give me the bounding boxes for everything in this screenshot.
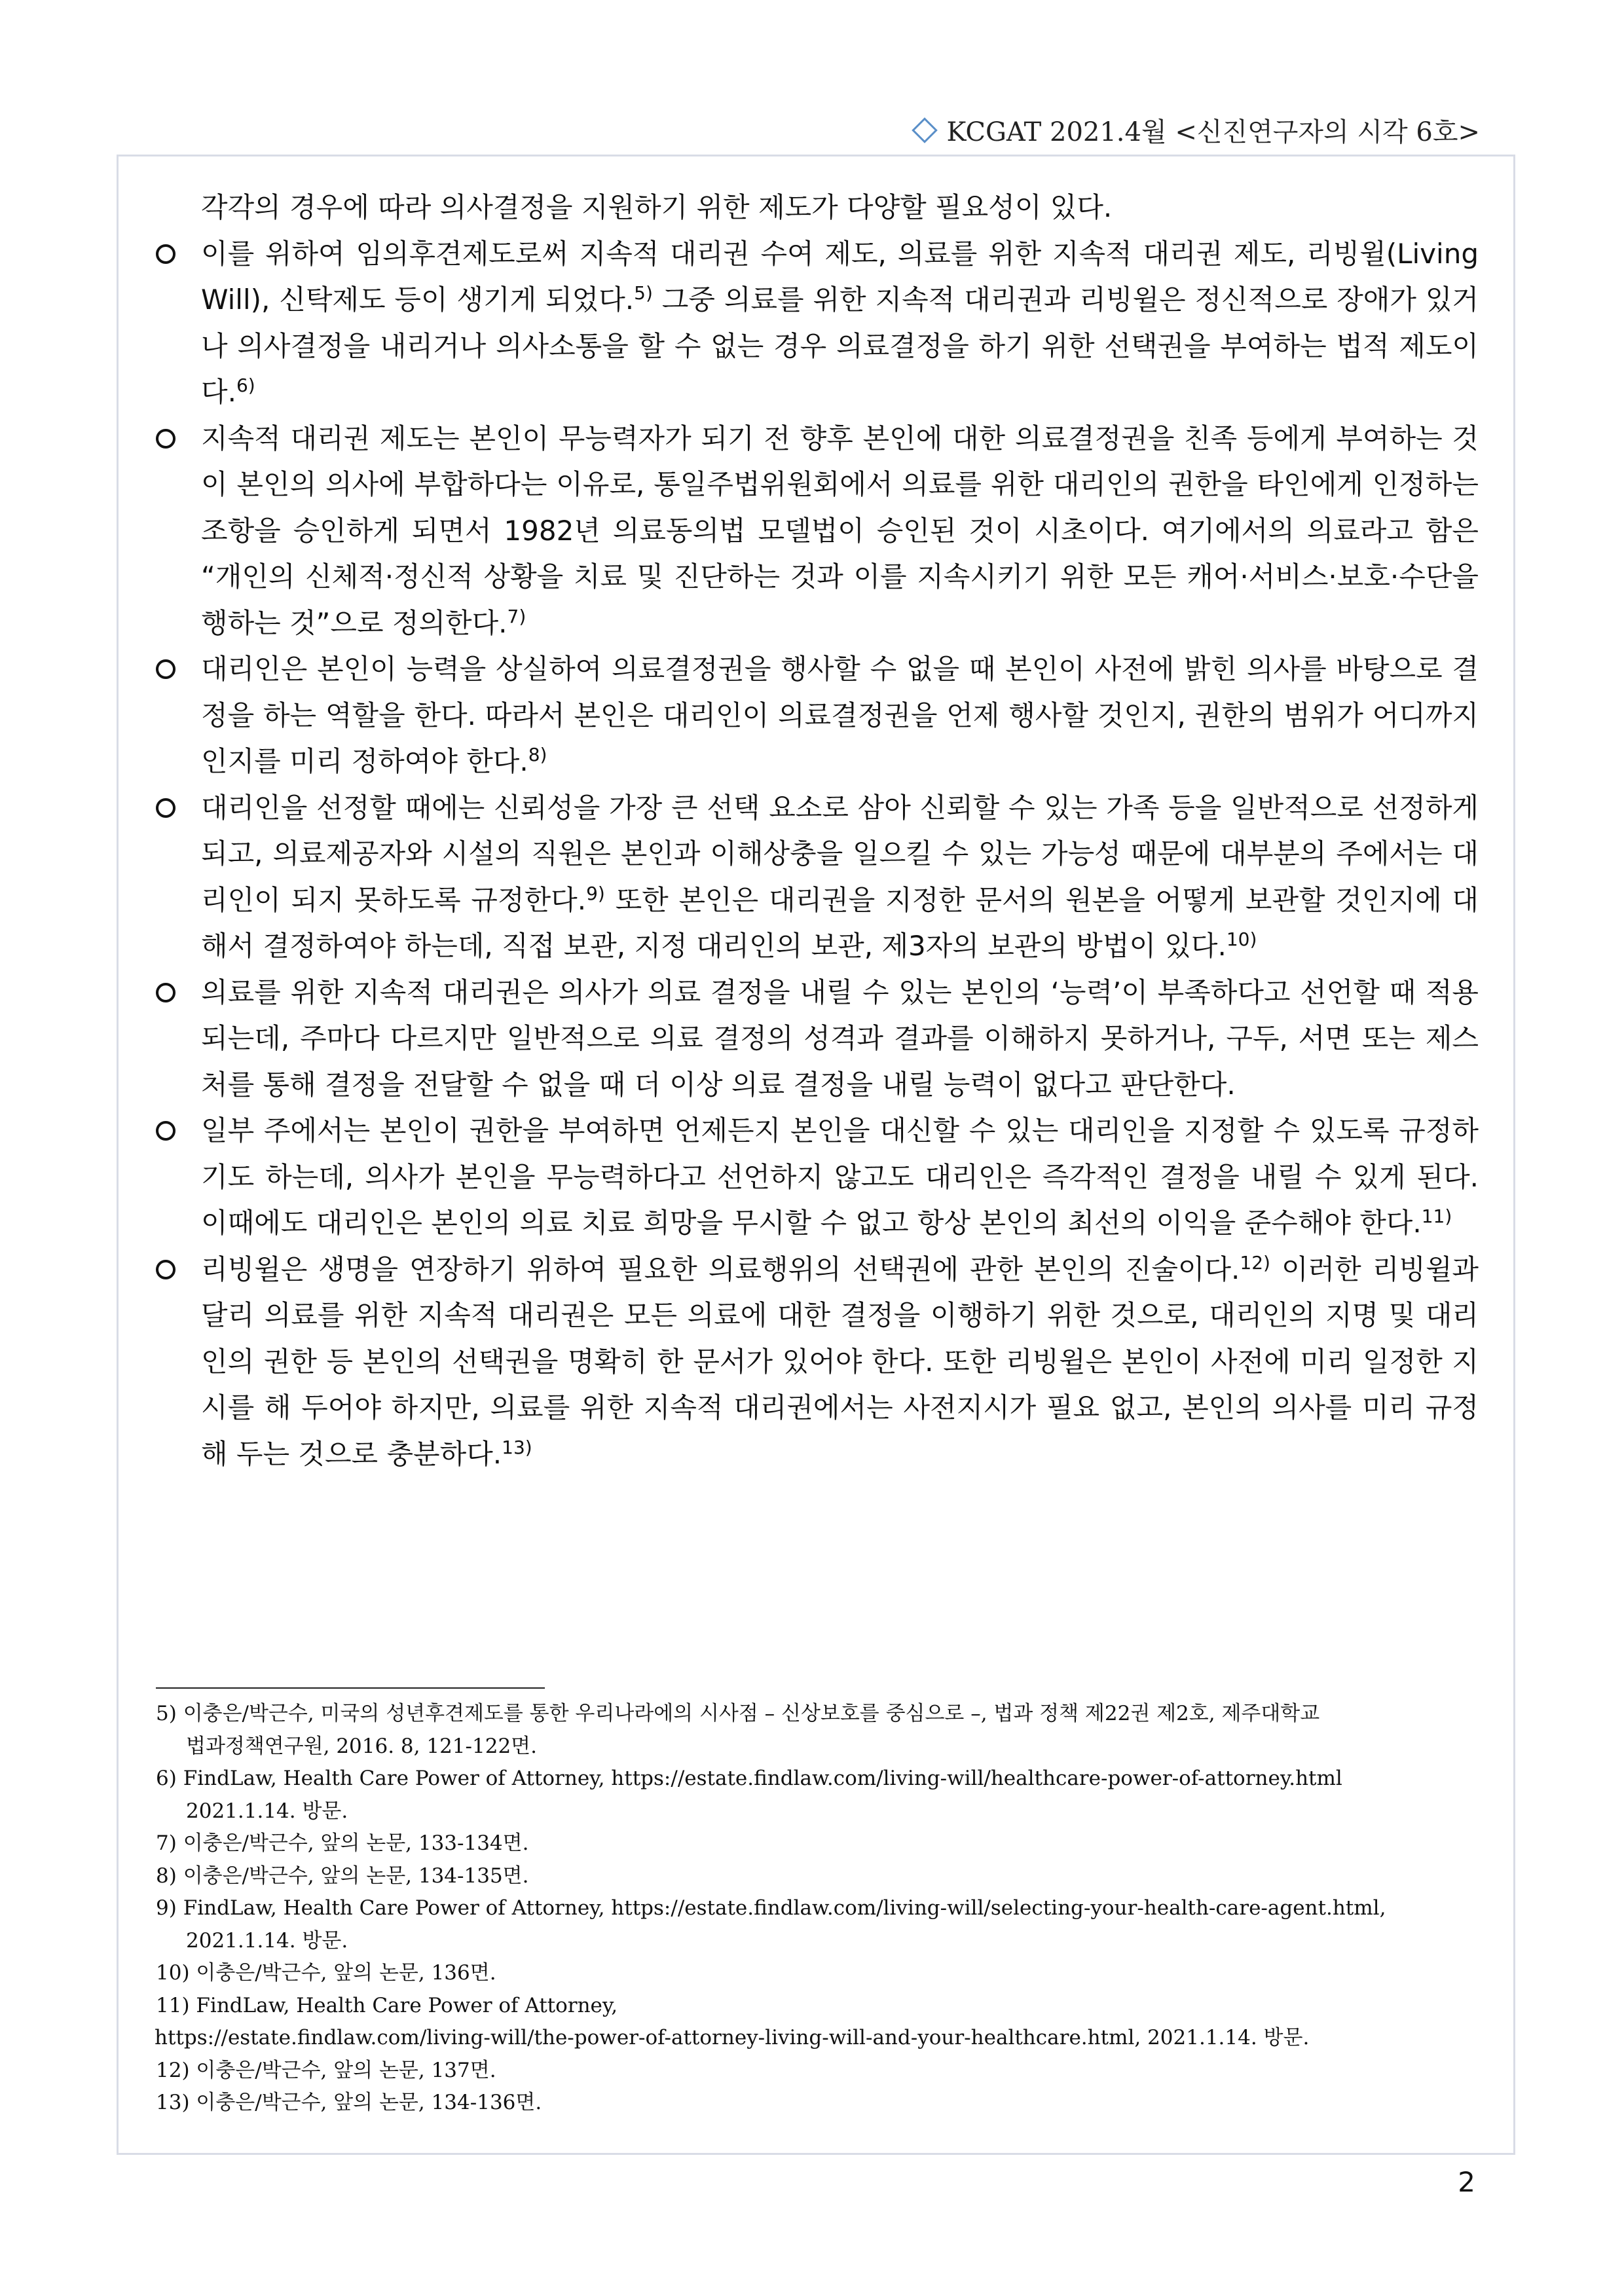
- bullet-paragraph: [152, 646, 1479, 785]
- footnote-ref[interactable]: 5): [634, 282, 653, 304]
- footnote-text: 이충은/박근수, 앞의 논문, 137면.: [196, 2058, 496, 2082]
- footnote-ref[interactable]: 8): [528, 744, 547, 765]
- paragraph-text: 의료를 위한 지속적 대리권은 의사가 의료 결정을 내릴 수 있는 본인의 ‘능력’이 부족하다고 선언할 때 적용되는데, 주마다 다르지만 일반적으로 의료 결정의 성격과 결과를 이해하지 못하거나, 구두, 서면 또는 제스처를 통해 결정을 전달할 수 없을 때 더 이상 의료 결정을 내릴 능력이 없다고 판단한다.: [201, 976, 1479, 1101]
- paragraph-text: 이를 위하여 임의후견제도로써 지속적 대리권 수여 제도, 의료를 위한 지속적 대리권 제도, 리빙윌(Living Will), 신탁제도 등이 생기게 되었다.: [201, 237, 1479, 316]
- page-header: [915, 111, 1480, 149]
- footnote-line: [156, 1827, 1479, 1860]
- body-text: [152, 185, 1479, 1477]
- footnote-line: [156, 2087, 1479, 2120]
- footnote-text: 이충은/박근수, 미국의 성년후견제도를 통한 우리나라에의 시사점 – 신상보호를 중심으로 –, 법과 정책 제22권 제2호, 제주대학교: [183, 1702, 1320, 1725]
- footnote-text: 이충은/박근수, 앞의 논문, 136면.: [196, 1961, 496, 1985]
- footnote-ref[interactable]: 13): [502, 1436, 532, 1458]
- footnote-ref[interactable]: 11): [1421, 1205, 1452, 1227]
- footnote-text: FindLaw, Health Care Power of Attorney,: [196, 1993, 618, 2017]
- footnote-number: 11): [156, 1993, 190, 2017]
- circle-bullet-icon: [156, 429, 175, 449]
- footnote-divider: [156, 1687, 545, 1689]
- footnote-url[interactable]: https://estate.findlaw.com/living-will/the-power-of-attorney-living-will-and-your-healthcare.html, 2021.1.14. 방문.: [155, 2026, 1310, 2049]
- bullet-paragraph: [152, 231, 1479, 416]
- footnote-ref[interactable]: 7): [507, 605, 526, 627]
- footnote-number: 10): [156, 1961, 190, 1985]
- paragraph-text: 일부 주에서는 본인이 권한을 부여하면 언제든지 본인을 대신할 수 있는 대리인을 지정할 수 있도록 규정하기도 하는데, 의사가 본인을 무능력하다고 선언하지 않고도 대리인은 즉각적인 결정을 내릴 수 있게 된다. 이때에도 대리인은 본인의 의료 치료 희망을 무시할 수 없고 항상 본인의 최선의 이익을 준수해야 한다.: [201, 1114, 1479, 1239]
- header-title: KCGAT 2021.4월 <신진연구자의 시각 6호>: [946, 117, 1480, 147]
- paragraph-text: 대리인을 선정할 때에는 신뢰성을 가장 큰 선택 요소로 삼아 신뢰할 수 있는 가족 등을 일반적으로 선정하게 되고, 의료제공자와 시설의 직원은 본인과 이해상충을 일으킬 수 있는 가능성 때문에 대부분의 주에서는 대리인이 되지 못하도록 규정한다.: [201, 791, 1479, 916]
- footnote-line: [156, 1698, 1479, 1731]
- footnote-ref[interactable]: 12): [1240, 1251, 1270, 1274]
- circle-bullet-icon: [156, 1260, 175, 1279]
- footnote-text: 2021.1.14. 방문.: [186, 1928, 348, 1953]
- circle-bullet-icon: [156, 659, 175, 679]
- diamond-icon: [912, 117, 938, 143]
- footnote-line: [156, 1925, 1479, 1958]
- footnote-number: 5): [156, 1702, 177, 1725]
- footnote-line: [156, 1860, 1479, 1893]
- footnote-text: FindLaw, Health Care Power of Attorney, https://estate.findlaw.com/living-will/healthcare-power-of-attorney.html: [183, 1767, 1342, 1790]
- circle-bullet-icon: [156, 244, 175, 264]
- bullet-paragraph: [152, 785, 1479, 970]
- circle-bullet-icon: [156, 1121, 175, 1141]
- footnote-number: 8): [156, 1864, 177, 1888]
- footnote-ref[interactable]: 6): [236, 375, 255, 396]
- footnote-line: [156, 1892, 1479, 1925]
- footnote-text: 이충은/박근수, 앞의 논문, 134-136면.: [196, 2091, 542, 2114]
- paragraph-text: 리빙윌은 생명을 연장하기 위하여 필요한 의료행위의 선택권에 관한 본인의 진술이다.: [201, 1253, 1240, 1285]
- paragraph-text: 또한 본인은 대리권을 지정한 문서의 원본을 어떻게 보관할 것인지에 대해서 결정하여야 하는데, 직접 보관, 지정 대리인의 보관, 제3자의 보관의 방법이 있다.: [201, 883, 1479, 962]
- footnote-text: 법과정책연구원, 2016. 8, 121-122면.: [186, 1734, 537, 1758]
- footnote-number: 6): [156, 1767, 177, 1790]
- footnote-line: [156, 1957, 1479, 1990]
- paragraph-text: 대리인은 본인이 능력을 상실하여 의료결정권을 행사할 수 없을 때 본인이 사전에 밝힌 의사를 바탕으로 결정을 하는 역할을 한다. 따라서 본인은 대리인이 의료결정권을 언제 행사할 것인지, 권한의 범위가 어디까지 인지를 미리 정하여야 한다.: [201, 653, 1479, 777]
- footnote-line: [156, 2055, 1479, 2087]
- continuation-paragraph: 각각의 경우에 따라 의사결정을 지원하기 위한 제도가 다양할 필요성이 있다.: [201, 191, 1113, 223]
- footnote-text: 이충은/박근수, 앞의 논문, 134-135면.: [183, 1864, 529, 1888]
- bullet-paragraph: [152, 1247, 1479, 1478]
- footnote-text: 2021.1.14. 방문.: [186, 1799, 348, 1823]
- footnote-text: 이충은/박근수, 앞의 논문, 133-134면.: [183, 1831, 529, 1855]
- footnote-number: 7): [156, 1831, 177, 1855]
- circle-bullet-icon: [156, 798, 175, 818]
- bullet-paragraph: [152, 416, 1479, 647]
- footnote-number: 9): [156, 1896, 177, 1920]
- circle-bullet-icon: [156, 983, 175, 1002]
- paragraph-text: 이러한 리빙윌과 달리 의료를 위한 지속적 대리권은 모든 의료에 대한 결정을 이행하기 위한 것으로, 대리인의 지명 및 대리인의 권한 등 본인의 선택권을 명확히 한 문서가 있어야 한다. 또한 리빙윌은 본인이 사전에 미리 일정한 지시를 해 두어야 하지만, 의료를 위한 지속적 대리권에서는 사전지시가 필요 없고, 본인의 의사를 미리 규정해 두는 것으로 충분하다.: [201, 1253, 1479, 1470]
- footnotes: [156, 1698, 1479, 2120]
- footnote-line: [156, 1990, 1479, 2023]
- page-number: 2: [1458, 2166, 1475, 2198]
- footnote-line: [156, 1763, 1479, 1795]
- footnote-line: [156, 1731, 1479, 1763]
- footnote-number: 13): [156, 2091, 190, 2114]
- footnote-line: [156, 1795, 1479, 1828]
- bullet-paragraph: [152, 970, 1479, 1109]
- footnote-ref[interactable]: 9): [586, 882, 605, 904]
- paragraph-text: 지속적 대리권 제도는 본인이 무능력자가 되기 전 향후 본인에 대한 의료결정권을 친족 등에게 부여하는 것이 본인의 의사에 부합하다는 이유로, 통일주법위원회에서 의료를 위한 대리인의 권한을 타인에게 인정하는 조항을 승인하게 되면서 1982년 의료동의법 모델법이 승인된 것이 시초이다. 여기에서의 의료라고 함은 “개인의 신체적·정신적 상황을 치료 및 진단하는 것과 이를 지속시키기 위한 모든 캐어·서비스·보호·수단을 행하는 것”으로 정의한다.: [201, 422, 1479, 639]
- paragraph-text: 그중 의료를 위한 지속적 대리권과 리빙윌은 정신적으로 장애가 있거나 의사결정을 내리거나 의사소통을 할 수 없는 경우 의료결정을 하기 위한 선택권을 부여하는 법적 제도이다.: [201, 284, 1479, 408]
- footnote-text: FindLaw, Health Care Power of Attorney, https://estate.findlaw.com/living-will/selecting-your-health-care-agent.html,: [183, 1896, 1386, 1920]
- bullet-paragraph: [152, 1108, 1479, 1247]
- footnote-number: 12): [156, 2058, 190, 2082]
- footnote-ref[interactable]: 10): [1226, 928, 1257, 950]
